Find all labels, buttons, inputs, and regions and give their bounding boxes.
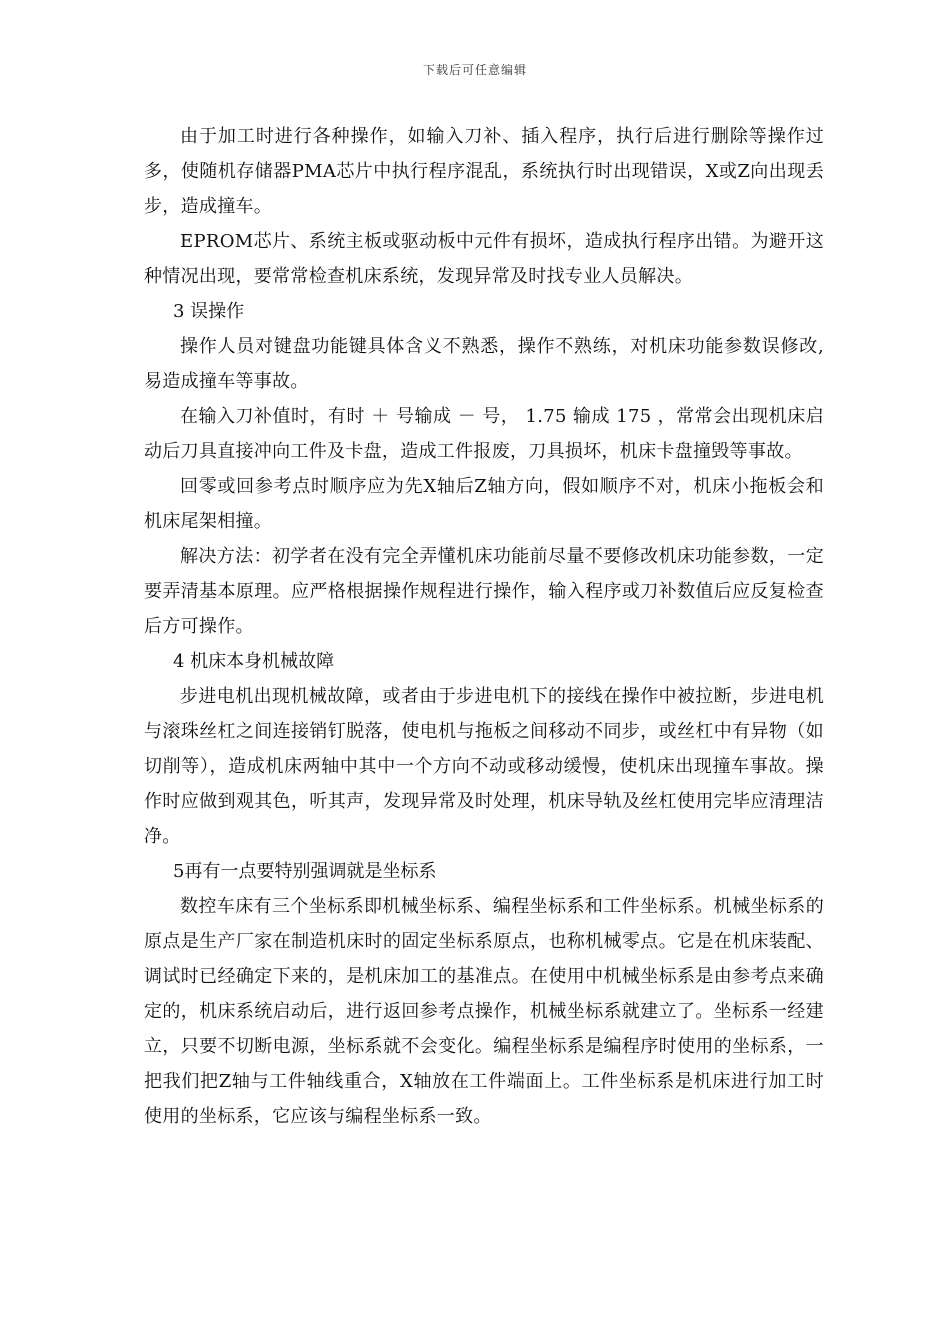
paragraph-reference-point-order: 回零或回参考点时顺序应为先X轴后Z轴方向，假如顺序不对，机床小拖板会和机床尾架相撞。: [144, 476, 824, 532]
section-heading-mechanical-fault: 4 机床本身机械故障: [173, 651, 335, 672]
section-heading-coordinate-system: 5再有一点要特别强调就是坐标系: [173, 861, 437, 882]
paragraph-memory-error: 由于加工时进行各种操作，如输入刀补、插入程序，执行后进行删除等操作过多，使随机存储器PMA芯片中执行程序混乱，系统执行时出现错误，X或Z向出现丢步，造成撞车。: [144, 126, 824, 217]
paragraph-solution: 解决方法：初学者在没有完全弄懂机床功能前尽量不要修改机床功能参数，一定要弄清基本原理。应严格根据操作规程进行操作，输入程序或刀补数值后应反复检查后方可操作。: [144, 546, 824, 637]
paragraph-eprom-damage: EPROM芯片、系统主板或驱动板中元件有损坏，造成执行程序出错。为避开这种情况出现，要常常检查机床系统，发现异常及时找专业人员解决。: [144, 231, 824, 287]
paragraph-tool-offset-input: 在输入刀补值时，有时 ＋ 号输成 － 号， 1.75 输成 175 ，常常会出现机床启动后刀具直接冲向工件及卡盘，造成工件报废，刀具损坏，机床卡盘撞毁等事故。: [144, 406, 824, 462]
paragraph-keyboard-unfamiliar: 操作人员对键盘功能键具体含义不熟悉，操作不熟练，对机床功能参数误修改,易造成撞车等事故。: [144, 336, 824, 392]
section-heading-misoperation: 3 误操作: [173, 301, 245, 322]
document-body: [144, 119, 824, 1134]
paragraph-stepper-motor: 步进电机出现机械故障，或者由于步进电机下的接线在操作中被拉断，步进电机与滚珠丝杠之间连接销钉脱落，使电机与拖板之间移动不同步，或丝杠中有异物（如切削等），造成机床两轴中其中一个方向不动或移动缓慢，使机床出现撞车事故。操作时应做到观其色，听其声，发现异常及时处理，机床导轨及丝杠使用完毕应清理洁净。: [144, 686, 824, 847]
page-header-note: 下载后可任意编辑: [422, 63, 527, 77]
paragraph-coordinate-systems: 数控车床有三个坐标系即机械坐标系、编程坐标系和工件坐标系。机械坐标系的原点是生产厂家在制造机床时的固定坐标系原点，也称机械零点。它是在机床装配、调试时已经确定下来的，是机床加工的基准点。在使用中机械坐标系是由参考点来确定的，机床系统启动后，进行返回参考点操作，机械坐标系就建立了。坐标系一经建立，只要不切断电源，坐标系就不会变化。编程坐标系是编程序时使用的坐标系，一把我们把Z轴与工件轴线重合，X轴放在工件端面上。工件坐标系是机床进行加工时使用的坐标系，它应该与编程坐标系一致。: [144, 896, 824, 1127]
